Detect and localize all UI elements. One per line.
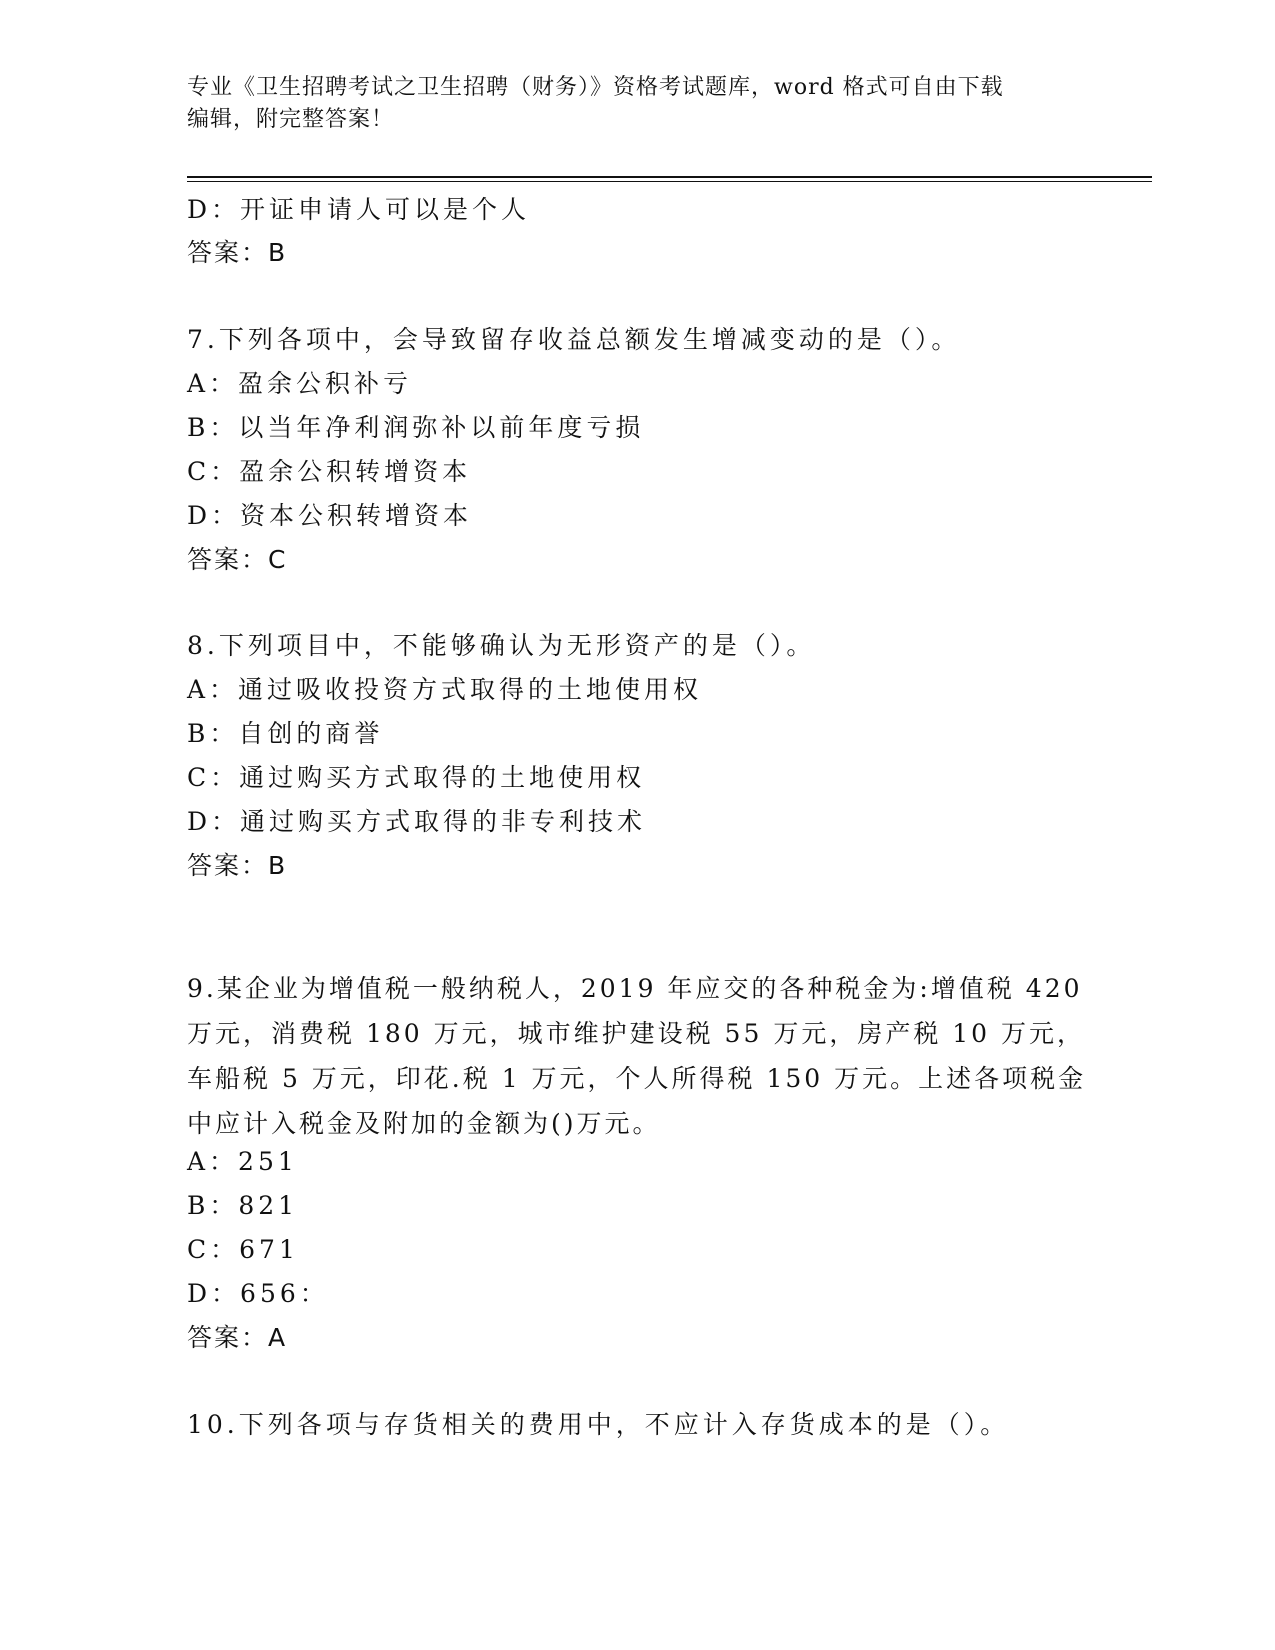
q9-answer: 答案：A	[187, 1323, 288, 1352]
q8-question: 8.下列项目中，不能够确认为无形资产的是（）。	[187, 631, 816, 660]
q8-option-a: A：通过吸收投资方式取得的土地使用权	[187, 675, 703, 704]
q9-question-line-2: 万元，消费税 180 万元，城市维护建设税 55 万元，房产税 10 万元，	[187, 1019, 1086, 1048]
q6-option-d: D：开证申请人可以是个人	[187, 195, 531, 224]
q7-option-b: B：以当年净利润弥补以前年度亏损	[187, 413, 645, 442]
q8-option-c: C：通过购买方式取得的土地使用权	[187, 763, 646, 792]
q9-option-c: C：671	[187, 1235, 299, 1264]
q7-option-a: A：盈余公积补亏	[187, 369, 413, 398]
header-rule-thick	[187, 176, 1152, 178]
q9-option-a: A：251	[187, 1147, 298, 1176]
q7-option-c: C：盈余公积转增资本	[187, 457, 472, 486]
header-rule-thin	[187, 181, 1152, 182]
q9-option-b: B：821	[187, 1191, 299, 1220]
header-line-1: 专业《卫生招聘考试之卫生招聘（财务）》资格考试题库，word 格式可自由下载	[187, 75, 1004, 100]
q9-question-line-3: 车船税 5 万元，印花.税 1 万元，个人所得税 150 万元。上述各项税金	[187, 1064, 1087, 1093]
q9-option-d: D：656：	[187, 1279, 329, 1308]
q9-question-line-4: 中应计入税金及附加的金额为()万元。	[187, 1109, 661, 1138]
q7-question: 7.下列各项中，会导致留存收益总额发生增减变动的是（）。	[187, 325, 961, 354]
q7-option-d: D：资本公积转增资本	[187, 501, 473, 530]
q8-option-b: B：自创的商誉	[187, 719, 384, 748]
q8-answer: 答案：B	[187, 851, 288, 880]
document-header	[187, 72, 1087, 136]
q9-question	[187, 966, 1087, 1146]
q9-question-line-1: 9.某企业为增值税一般纳税人，2019 年应交的各种税金为:增值税 420	[187, 974, 1083, 1003]
header-line-2: 编辑，附完整答案！	[187, 107, 395, 132]
q7-answer: 答案：C	[187, 545, 288, 574]
q10-question: 10.下列各项与存货相关的费用中，不应计入存货成本的是（）。	[187, 1410, 1010, 1439]
q6-answer: 答案：B	[187, 238, 288, 267]
q8-option-d: D：通过购买方式取得的非专利技术	[187, 807, 647, 836]
